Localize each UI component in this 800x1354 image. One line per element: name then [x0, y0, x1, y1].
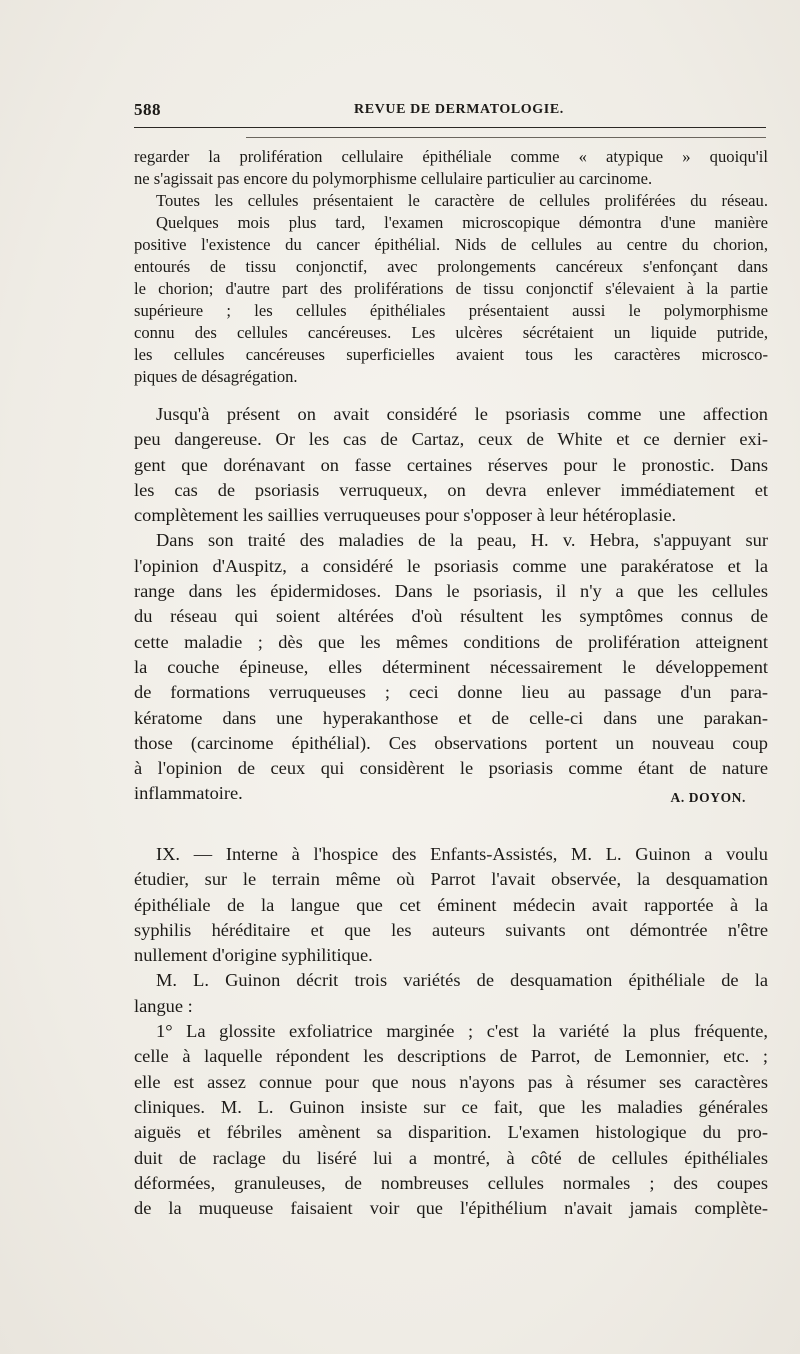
text-line: entourés de tissu conjonctif, avec prolongements cancéreux s'enfonçant dans — [134, 257, 768, 276]
text-line: cette maladie ; dès que les mêmes conditions de prolifération atteignent — [134, 631, 768, 652]
section-ix-guinon — [134, 842, 768, 1221]
closing-line — [134, 781, 768, 810]
text-line: le chorion; d'autre part des proliférations de tissu conjonctif s'élevaient à la partie — [134, 279, 768, 298]
text-line: Quelques mois plus tard, l'examen microscopique démontra d'une manière — [156, 213, 768, 232]
text-line: range dans les épidermidoses. Dans le psoriasis, il n'y a que les cellules — [134, 581, 768, 602]
text-line: celle à laquelle répondent les descriptions de Parrot, de Lemonnier, etc. ; — [134, 1046, 768, 1067]
closing-word: inflammatoire. — [134, 783, 243, 804]
text-line: duit de raclage du liséré lui a montré, à côté de cellules épithéliales — [134, 1147, 768, 1168]
text-line: kératome dans une hyperakanthose et de celle-ci dans une parakan- — [134, 707, 768, 728]
text-line: M. L. Guinon décrit trois variétés de desquamation épithéliale de la — [156, 970, 768, 991]
page-number: 588 — [134, 100, 161, 119]
text-line: les cellules cancéreuses superficielles avaient tous les caractères microsco- — [134, 345, 768, 364]
text-line: Jusqu'à présent on avait considéré le psoriasis comme une affection — [156, 404, 768, 424]
text-line: épithéliale de la langue que cet éminent médecin avait rapportée à la — [134, 894, 768, 915]
text-line: à l'opinion de ceux qui considèrent le psoriasis comme étant de nature — [134, 758, 768, 779]
text-line: IX. — Interne à l'hospice des Enfants-Assistés, M. L. Guinon a voulu — [156, 844, 768, 864]
text-line: du réseau qui soient altérées d'où résultent les symptômes connus de — [134, 606, 768, 627]
header-rule — [134, 127, 766, 128]
text-line: de formations verruqueuses ; ceci donne lieu au passage d'un para- — [134, 682, 768, 703]
text-line: piques de désagrégation. — [134, 367, 298, 386]
header-rule-secondary — [246, 137, 766, 138]
text-line: supérieure ; les cellules épithéliales présentaient aussi le polymorphisme — [134, 301, 768, 320]
paragraph-psoriasis — [134, 402, 768, 811]
text-line: Dans son traité des maladies de la peau, H. v. Hebra, s'appuyant sur — [156, 530, 768, 551]
page-header — [134, 100, 764, 122]
text-line: regarder la prolifération cellulaire épithéliale comme « atypique » quoiqu'il — [134, 147, 768, 166]
author-signature: A. DOYON. — [670, 790, 746, 806]
text-line: 1° La glossite exfoliatrice marginée ; c'est la variété la plus fréquente, — [156, 1021, 768, 1042]
text-line: cliniques. M. L. Guinon insiste sur ce fait, que les maladies générales — [134, 1096, 768, 1117]
text-line: syphilis héréditaire et que les auteurs suivants ont démontrée n'être — [134, 919, 768, 940]
running-title: REVUE DE DERMATOLOGIE. — [354, 102, 564, 117]
text-line: gent que dorénavant on fasse certaines réserves pour le pronostic. Dans — [134, 454, 768, 475]
text-line: nullement d'origine syphilitique. — [134, 945, 373, 966]
text-line: aiguës et fébriles amènent sa disparition. L'examen histologique du pro- — [134, 1122, 768, 1143]
text-line: les cas de psoriasis verruqueux, on devra enlever immédiatement et — [134, 479, 768, 500]
text-line: positive l'existence du cancer épithélial. Nids de cellules au centre du chorion, — [134, 235, 768, 254]
text-line: déformées, granuleuses, de nombreuses cellules normales ; des coupes — [134, 1172, 768, 1193]
text-line: Toutes les cellules présentaient le caractère de cellules proliférées du réseau. — [156, 191, 768, 210]
text-line: connu des cellules cancéreuses. Les ulcères sécrétaient un liquide putride, — [134, 323, 768, 342]
text-line: those (carcinome épithélial). Ces observations portent un nouveau coup — [134, 732, 768, 753]
text-line: langue : — [134, 995, 193, 1016]
text-line: l'opinion d'Auspitz, a considéré le psoriasis comme une parakératose et la — [134, 555, 768, 576]
text-line: ne s'agissait pas encore du polymorphisme cellulaire particulier au carcinome. — [134, 169, 653, 188]
text-line: elle est assez connue pour que nous n'ayons pas à résumer ses caractères — [134, 1071, 768, 1092]
text-line: la couche épineuse, elles déterminent nécessairement le développement — [134, 656, 768, 677]
text-line: étudier, sur le terrain même où Parrot l'avait observée, la desquamation — [134, 869, 768, 890]
text-line: complètement les saillies verruqueuses pour s'opposer à leur hétéroplasie. — [134, 505, 677, 526]
text-line: peu dangereuse. Or les cas de Cartaz, ceux de White et ce dernier exi- — [134, 429, 768, 450]
paragraph-case-report — [134, 146, 768, 388]
text-line: de la muqueuse faisaient voir que l'épithélium n'avait jamais complète- — [134, 1198, 768, 1219]
